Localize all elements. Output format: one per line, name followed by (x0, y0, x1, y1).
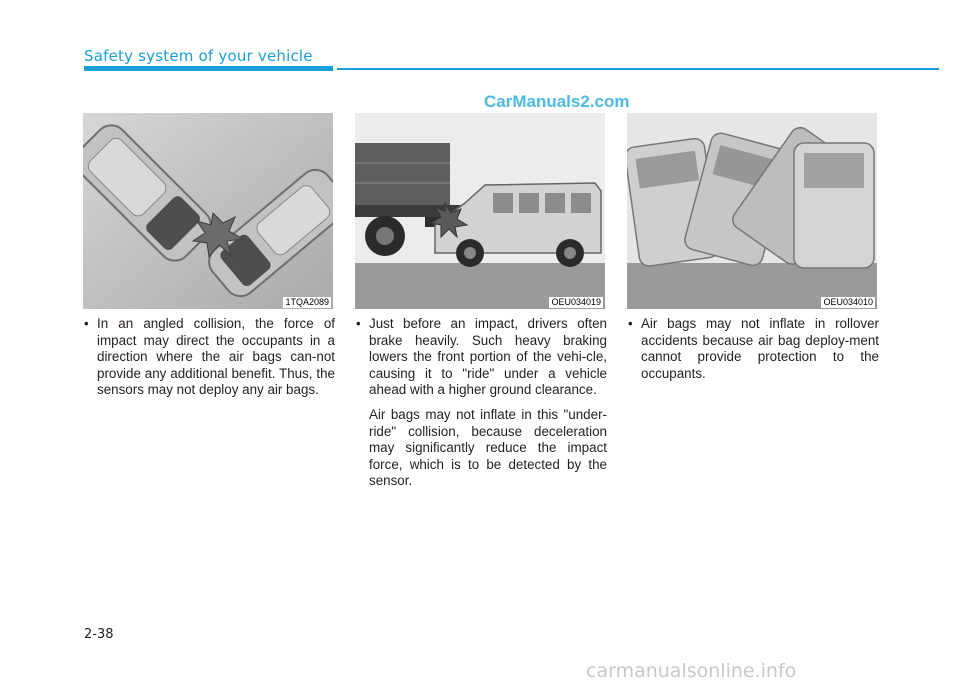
rollover-illustration (627, 113, 877, 309)
section-title: Safety system of your vehicle (84, 47, 313, 65)
figure-code: 1TQA2089 (285, 297, 329, 307)
bullet-text: • Just before an impact, drivers often brake heavily. Such heavy braking lowers the front portion of the vehi-cle, causing it to "ride" under a vehicle ahead with a higher ground clearance. (355, 316, 607, 399)
bullet-text: • In an angled collision, the force of impact may direct the occupants in a direction where the air bags can-not provide any additional benefit. Thus, the sensors may not deploy any air bags. (83, 316, 335, 399)
figure-rollover (627, 113, 877, 309)
figure-angled-collision (83, 113, 333, 309)
bullet-text: • Air bags may not inflate in rollover accidents because air bag deploy-ment cannot provide protection to the occupants. (627, 316, 879, 382)
watermark-bottom[interactable]: carmanualsonline.info (586, 660, 797, 682)
figure-underride-collision (355, 113, 605, 309)
header-rule-thin (337, 68, 939, 70)
figure-code: OEU034019 (551, 297, 601, 307)
column-1 (83, 316, 335, 399)
sub-paragraph: Air bags may not inflate in this "under-ride" collision, because deceleration may significantly reduce the impact force, which is to be detected by the sensor. (369, 406, 607, 489)
underride-collision-illustration (355, 113, 605, 309)
page-number: 2-38 (84, 627, 114, 642)
figure-code: OEU034010 (823, 297, 873, 307)
header-rule-thick (84, 66, 333, 71)
watermark-top[interactable]: CarManuals2.com (484, 92, 630, 111)
column-3 (627, 316, 879, 382)
column-2 (355, 316, 607, 490)
angled-collision-illustration (83, 113, 333, 309)
